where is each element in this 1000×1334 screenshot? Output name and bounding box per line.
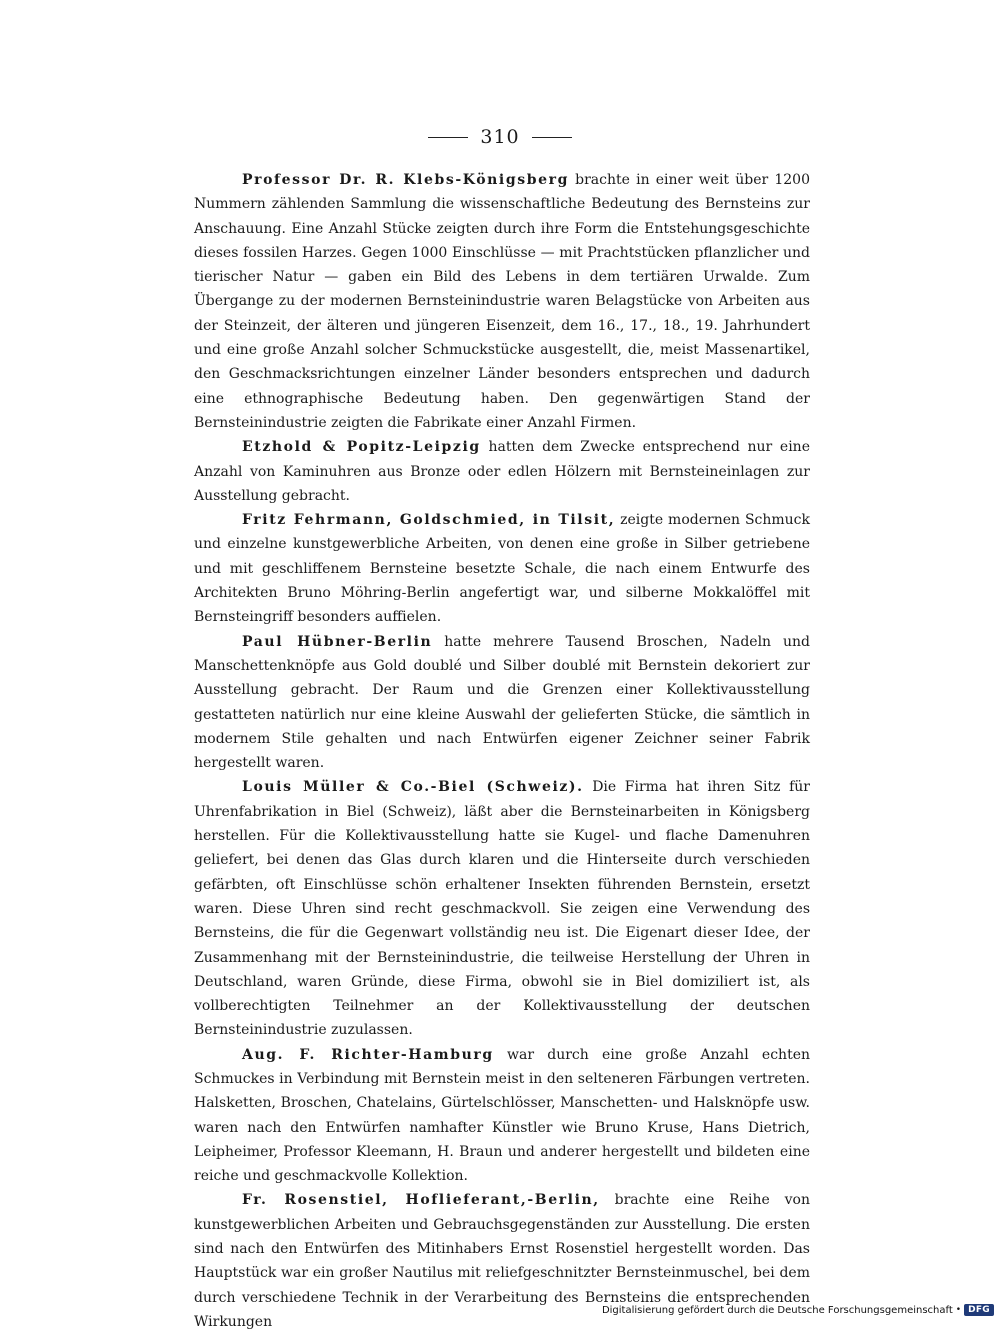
- paragraph: [194, 508, 810, 629]
- body-text: [194, 168, 810, 1334]
- paragraph: [194, 630, 810, 776]
- footer-text: Digitalisierung gefördert durch die Deutsche Forschungsgemeinschaft: [601, 1304, 953, 1316]
- header-rule-right: [532, 137, 572, 138]
- paragraph: [194, 435, 810, 508]
- paragraph: [194, 168, 810, 435]
- paragraph-text: war durch eine große Anzahl echten Schmuckes in Verbindung mit Bernstein meist in den selteneren Färbungen vertreten. Halsketten, Broschen, Chatelains, Gürtelschlösser, Manschetten- und Halsknöpfe usw. waren nach den Entwürfen namhafter Künstler wie Bruno Kruse, Hans Dietrich, Leipheimer, Professor Kleemann, H. Braun und anderer hergestellt und bildeten eine reiche und geschmackvolle Kollektion.: [194, 1046, 811, 1185]
- page-number: 310: [480, 126, 520, 148]
- paragraph-lead: Aug. F. Richter-Hamburg: [242, 1046, 494, 1063]
- paragraph: [194, 775, 810, 1042]
- paragraph-lead: Fritz Fehrmann, Goldschmied, in Tilsit,: [242, 512, 616, 529]
- dfg-logo-icon: DFG: [964, 1304, 994, 1316]
- page-header: [0, 126, 1000, 148]
- paragraph-text: zeigte modernen Schmuck und einzelne kunstgewerbliche Arbeiten, von denen eine große in Silber getriebene und mit geschliffenem Bernsteine besetzte Schale, die nach einem Entwurfe des Architekten Bruno Möhring-Berlin angefertigt war, und silberne Mokkalöffel mit Bernsteingriff besonders auffielen.: [194, 512, 811, 626]
- paragraph-lead: Etzhold & Popitz-Leipzig: [242, 439, 481, 456]
- paragraph: [194, 1043, 810, 1189]
- paragraph-lead: Paul Hübner-Berlin: [242, 633, 433, 650]
- footer-separator: •: [955, 1305, 962, 1315]
- paragraph-text: brachte in einer weit über 1200 Nummern zählenden Sammlung die wissenschaftliche Bedeutung des Bernsteins zur Anschauung. Eine Anzahl Stücke zeigten durch ihre Form die Entstehungsgeschichte dieses fossilen Harzes. Gegen 1000 Einschlüsse — mit Prachtstücken pflanzlicher und tierischer Natur — gaben ein Bild des Lebens in dem tertiären Urwalde. Zum Übergange zu der modernen Bernsteinindustrie waren Belagstücke von Arbeiten aus der Steinzeit, der älteren und jüngeren Eisenzeit, dem 16., 17., 18., 19. Jahrhundert und eine große Anzahl solcher Schmuckstücke ausgestellt, die, meist Massenartikel, den Geschmacksrichtungen einzelner Länder besonders entsprechen und dadurch eine ethnographische Bedeutung haben. Den gegenwärtigen Stand der Bernsteinindustrie zeigten die Fabrikate einer Anzahl Firmen.: [194, 172, 810, 431]
- paragraph-text: Die Firma hat ihren Sitz für Uhrenfabrikation in Biel (Schweiz), läßt aber die Bernsteinarbeiten in Königsberg herstellen. Für die Kollektivausstellung hatte sie Kugel- und flache Damenuhren geliefert, bei denen das Glas durch klaren und die Hinterseite durch verschieden gefärbten, oft Einschlüsse schön erhaltener Insekten führenden Bernstein, ersetzt waren. Diese Uhren sind recht geschmackvoll. Sie zeigen eine Verwendung des Bernsteins, die für die Gegenwart vollständig neu ist. Die Eigenart dieser Idee, der Zusammenhang mit der Bernsteinindustrie, die teilweise Herstellung der Uhren in Deutschland, waren Gründe, diese Firma, obwohl sie in Biel domiziliert ist, als vollberechtigten Teilnehmer an der Kollektivausstellung der deutschen Bernsteinindustrie zuzulassen.: [194, 779, 810, 1039]
- paragraph-lead: Louis Müller & Co.-Biel (Schweiz).: [242, 779, 584, 796]
- paragraph-text: hatte mehrere Tausend Broschen, Nadeln und Manschettenknöpfe aus Gold doublé und Silber doublé mit Bernstein dekoriert zur Ausstellung gebracht. Der Raum und die Grenzen einer Kollektivausstellung gestatteten natürlich nur eine kleine Auswahl der gelieferten Stücke, die sämtlich in modernem Stile gehalten und nach Entwürfen eigener Zeichner seiner Fabrik hergestellt waren.: [194, 633, 811, 772]
- footer: [602, 1304, 994, 1316]
- paragraph-lead: Professor Dr. R. Klebs-Königsberg: [242, 172, 569, 188]
- paragraph-text: hatten dem Zwecke entsprechend nur eine Anzahl von Kaminuhren aus Bronze oder edlen Hölzern mit Bernsteineinlagen zur Ausstellung gebracht.: [194, 439, 810, 504]
- header-rule-left: [428, 137, 468, 138]
- paragraph-text: brachte eine Reihe von kunstgewerblichen Arbeiten und Gebrauchsgegenständen zur Ausstellung. Die ersten sind nach den Entwürfen des Mitinhabers Ernst Rosenstiel hergestellt worden. Das Hauptstück war ein großer Nautilus mit reliefgeschnitzter Bernsteinmuschel, bei dem durch verschiedene Technik in der Verarbeitung des Bernsteins die entsprechenden Wirkungen: [194, 1192, 810, 1330]
- paragraph-lead: Fr. Rosenstiel, Hoflieferant,-Berlin,: [242, 1192, 600, 1209]
